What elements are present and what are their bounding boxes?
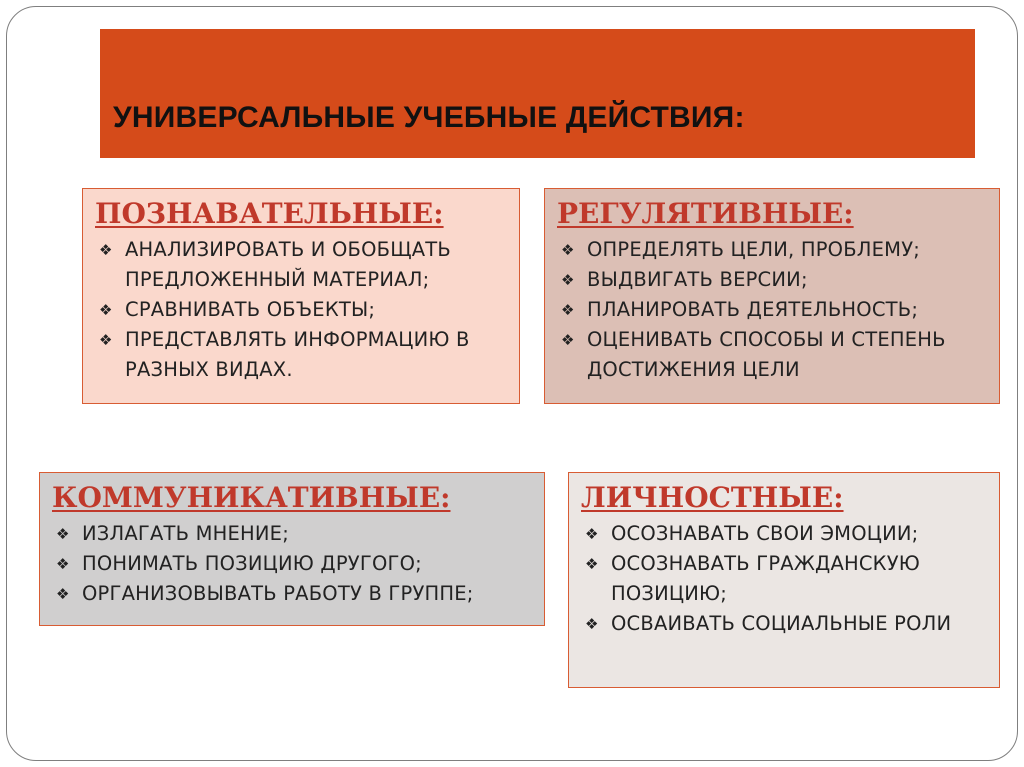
card-heading: КОММУНИКАТИВНЫЕ: — [52, 481, 451, 514]
card-list — [557, 235, 989, 385]
list-item — [581, 549, 989, 609]
diamond-bullet-icon: ❖ — [561, 271, 575, 289]
diamond-bullet-icon: ❖ — [56, 585, 70, 603]
list-item-text: ИЗЛАГАТЬ МНЕНИЕ; — [82, 522, 289, 545]
list-item — [95, 295, 509, 325]
slide-title: УНИВЕРСАЛЬНЫЕ УЧЕБНЫЕ ДЕЙСТВИЯ: — [113, 101, 745, 134]
diamond-bullet-icon: ❖ — [561, 241, 575, 259]
list-item — [95, 235, 509, 295]
diamond-bullet-icon: ❖ — [99, 241, 113, 259]
card-cognitive — [82, 188, 520, 404]
list-item — [581, 609, 989, 639]
card-heading: ЛИЧНОСТНЫЕ: — [581, 481, 844, 514]
diamond-bullet-icon: ❖ — [585, 555, 599, 573]
list-item-text: ОЦЕНИВАТЬ СПОСОБЫ И СТЕПЕНЬ ДОСТИЖЕНИЯ ЦЕЛИ — [587, 328, 946, 381]
list-item — [581, 519, 989, 549]
diamond-bullet-icon: ❖ — [99, 301, 113, 319]
list-item-text: ОСОЗНАВАТЬ ГРАЖДАНСКУЮ ПОЗИЦИЮ; — [611, 552, 921, 605]
card-list — [581, 519, 989, 639]
list-item — [95, 325, 509, 385]
list-item — [557, 265, 989, 295]
list-item-text: ОРГАНИЗОВЫВАТЬ РАБОТУ В ГРУППЕ; — [82, 582, 474, 605]
card-communicative — [39, 472, 545, 626]
title-bar — [100, 29, 975, 158]
card-heading: РЕГУЛЯТИВНЫЕ: — [557, 197, 854, 230]
diamond-bullet-icon: ❖ — [561, 331, 575, 349]
list-item-text: ОПРЕДЕЛЯТЬ ЦЕЛИ, ПРОБЛЕМУ; — [587, 238, 921, 261]
diamond-bullet-icon: ❖ — [56, 555, 70, 573]
list-item — [52, 579, 534, 609]
list-item — [557, 325, 989, 385]
list-item — [52, 549, 534, 579]
card-list — [52, 519, 534, 609]
card-heading: ПОЗНАВАТЕЛЬНЫЕ: — [95, 197, 444, 230]
list-item-text: СРАВНИВАТЬ ОБЪЕКТЫ; — [125, 298, 376, 321]
list-item — [557, 235, 989, 265]
list-item-text: ПЛАНИРОВАТЬ ДЕЯТЕЛЬНОСТЬ; — [587, 298, 919, 321]
diamond-bullet-icon: ❖ — [56, 525, 70, 543]
diamond-bullet-icon: ❖ — [99, 331, 113, 349]
card-personal — [568, 472, 1000, 688]
list-item-text: ПОНИМАТЬ ПОЗИЦИЮ ДРУГОГО; — [82, 552, 422, 575]
list-item-text: АНАЛИЗИРОВАТЬ И ОБОБЩАТЬ ПРЕДЛОЖЕННЫЙ МАТЕРИАЛ; — [125, 238, 451, 291]
diamond-bullet-icon: ❖ — [585, 525, 599, 543]
card-list — [95, 235, 509, 385]
list-item-text: ОСВАИВАТЬ СОЦИАЛЬНЫЕ РОЛИ — [611, 612, 952, 635]
list-item — [557, 295, 989, 325]
card-regulatory — [544, 188, 1000, 404]
diamond-bullet-icon: ❖ — [561, 301, 575, 319]
diamond-bullet-icon: ❖ — [585, 615, 599, 633]
list-item-text: ПРЕДСТАВЛЯТЬ ИНФОРМАЦИЮ В РАЗНЫХ ВИДАХ. — [125, 328, 470, 381]
list-item-text: ОСОЗНАВАТЬ СВОИ ЭМОЦИИ; — [611, 522, 919, 545]
list-item-text: ВЫДВИГАТЬ ВЕРСИИ; — [587, 268, 808, 291]
list-item — [52, 519, 534, 549]
